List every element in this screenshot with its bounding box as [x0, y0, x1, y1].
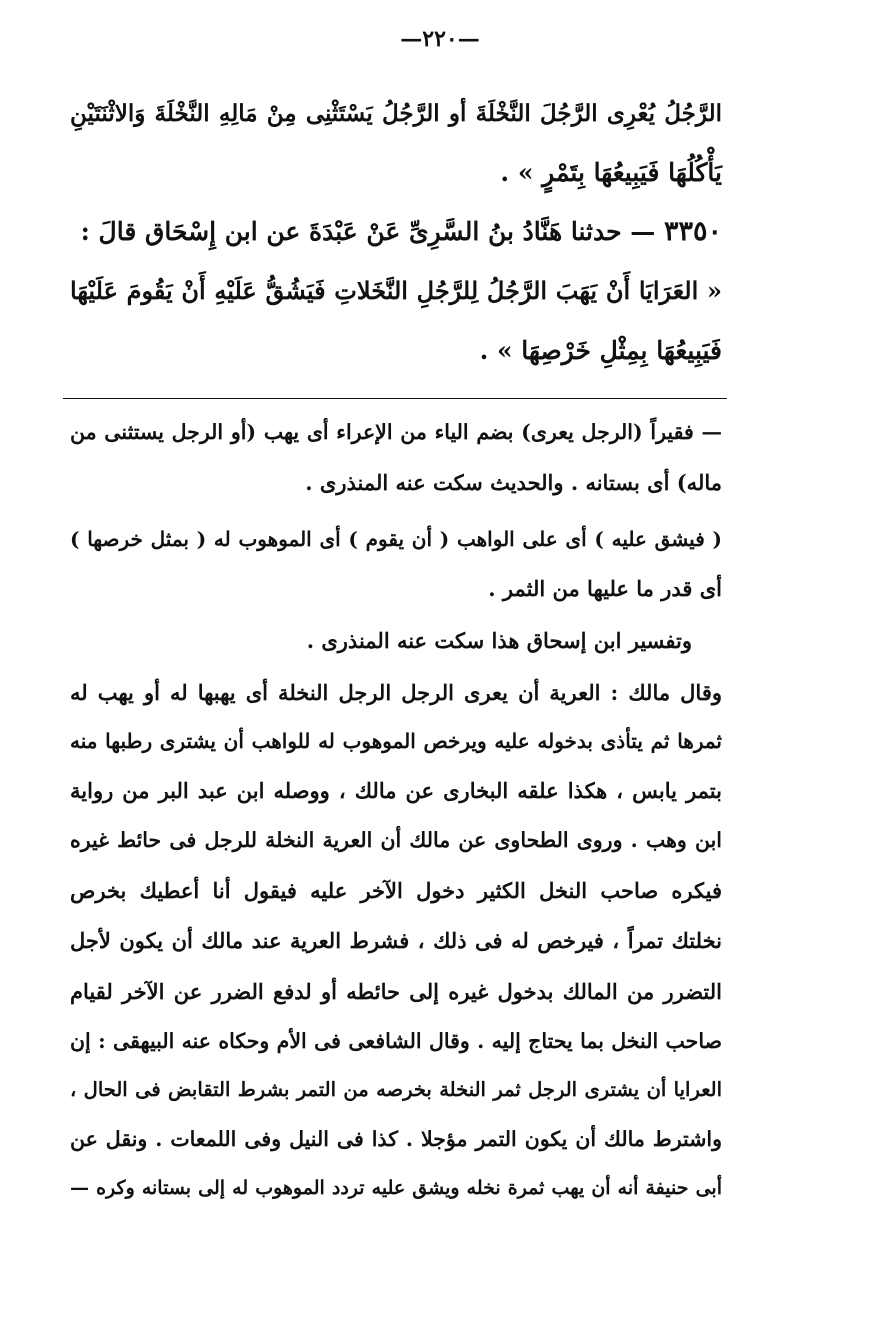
hadith-heading-line: [70, 216, 722, 247]
commentary-line: ابن وهب . وروى الطحاوى عن مالك أن العرية النخلة للرجل فى حائط غيره: [70, 828, 722, 852]
hadith-chain: — حدثنا هَنَّادُ بنُ السَّرِىِّ عَنْ عَبْدَةَ عن ابن إِسْحَاق قالَ :: [80, 217, 656, 246]
hadith-text-line: « العَرَايَا أَنْ يَهَبَ الرَّجُلُ لِلرَّجُلِ النَّخَلاتِ فَيَشُقُّ عَلَيْهِ أَنْ يَقُومَ عَلَيْهَا: [70, 276, 722, 305]
hadith-text-line: الرَّجُلُ يُعْرِى الرَّجُلَ النَّخْلَةَ أو الرَّجُلُ يَسْتَثْنِى مِنْ مَالِهِ النَّخْلَةَ وَالاثْنَتَيْنِ: [70, 100, 722, 127]
commentary-line: بتمر يابس ، هكذا علقه البخارى عن مالك ، ووصله ابن عبد البر من رواية: [70, 778, 722, 803]
hadith-text-line: فَيَبِيعُهَا بِمِثْلِ خَرْصِهَا » .: [479, 336, 722, 365]
commentary-line: فيكره صاحب النخل الكثير دخول الآخر عليه فيقول أنا أعطيك بخرص: [70, 878, 722, 903]
commentary-line: واشترط مالك أن يكون التمر مؤجلا . كذا فى النيل وفى اللمعات . ونقل عن: [70, 1127, 722, 1151]
commentary-line: نخلتك تمراً ، فيرخص له فى ذلك ، فشرط العرية عند مالك أن يكون لأجل: [70, 928, 722, 953]
footnote-divider: [63, 398, 727, 399]
commentary-line: — فقيراً (الرجل يعرى) بضم الياء من الإعراء أى يهب (أو الرجل يستثنى من: [70, 420, 722, 444]
hadith-number: ٣٣٥٠: [663, 216, 722, 247]
commentary-line: العرايا أن يشترى الرجل ثمر النخلة بخرصه من التمر بشرط التقابض فى الحال ،: [70, 1078, 722, 1101]
commentary-line: ثمرها ثم يتأذى بدخوله عليه ويرخص الموهوب له للواهب أن يشترى رطبها منه: [70, 729, 722, 753]
commentary-line: أبى حنيفة أنه أن يهب ثمرة نخله ويشق عليه تردد الموهوب له إلى بستانه وكره —: [70, 1177, 722, 1199]
commentary-line: صاحب النخل بما يحتاج إليه . وقال الشافعى فى الأم وحكاه عنه البيهقى : إن: [70, 1029, 722, 1053]
hadith-text-line: يَأْكُلُهَا فَيَبِيعُهَا بِتَمْرٍ » .: [500, 158, 722, 187]
commentary-line: التضرر من المالك بدخول غيره إلى حائطه أو لدفع الضرر عن الآخر لقيام: [70, 979, 722, 1004]
commentary-line: وقال مالك : العرية أن يعرى الرجل الرجل النخلة أى يهبها له أو يهب له: [70, 680, 722, 705]
commentary-line: ماله) أى بستانه . والحديث سكت عنه المنذرى .: [305, 470, 722, 495]
commentary-line: وتفسير ابن إسحاق هذا سكت عنه المنذرى .: [306, 628, 692, 653]
commentary-line: ( فيشق عليه ) أى على الواهب ( أن يقوم ) أى الموهوب له ( بمثل خرصها ): [70, 527, 722, 551]
page-number: —٢٢٠—: [400, 26, 480, 52]
commentary-line: أى قدر ما عليها من الثمر .: [488, 576, 722, 601]
